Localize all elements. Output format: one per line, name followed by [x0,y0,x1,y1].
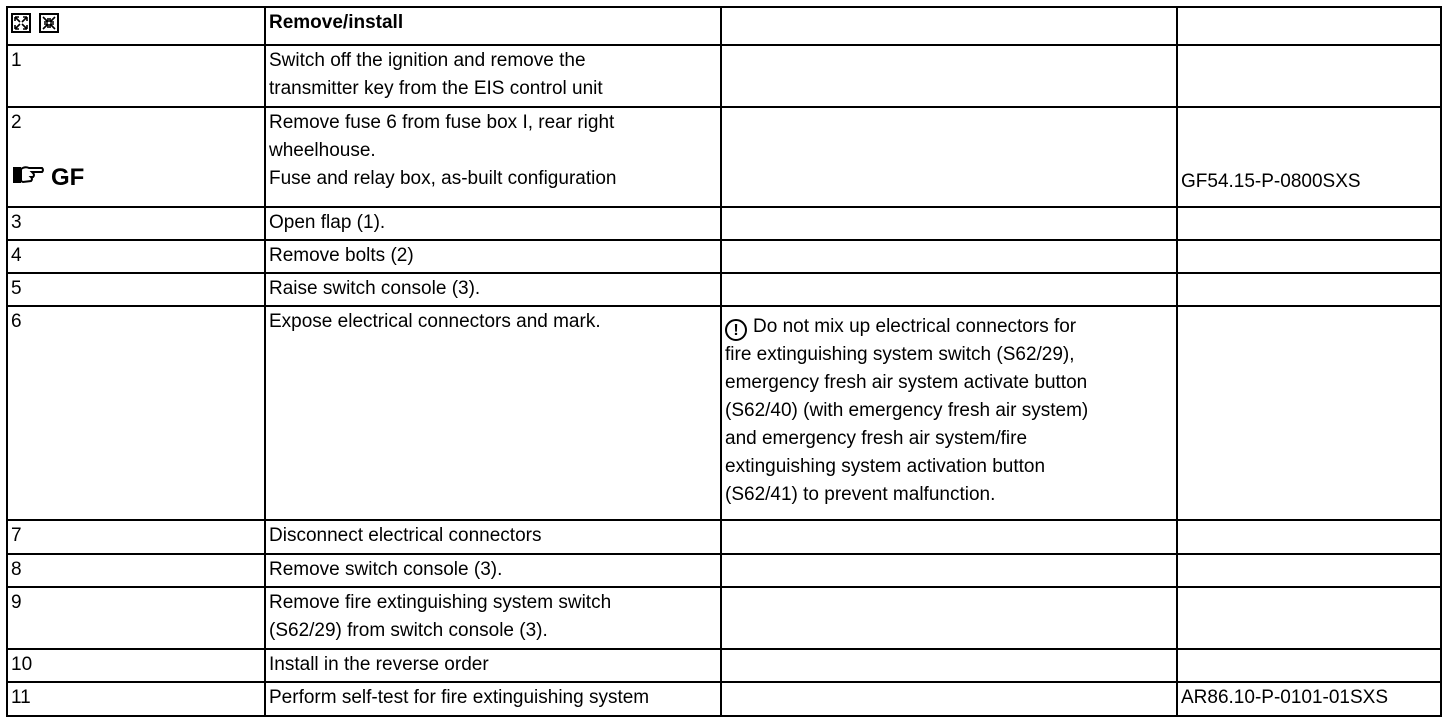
step-number: 5 [7,273,265,306]
table-row [7,306,1441,520]
step-number: 1 [7,45,265,107]
step-reference[interactable] [1177,520,1441,554]
table-row [7,682,1441,716]
table-row [7,207,1441,240]
step-note [721,520,1177,554]
step-instruction: Remove fire extinguishing system switch (S62/29) from switch console (3). [265,587,721,649]
step-reference[interactable] [1177,306,1441,520]
step-reference[interactable] [1177,207,1441,240]
step-number: 8 [7,554,265,587]
step-instruction: Disconnect electrical connectors [265,520,721,554]
step-note: Do not mix up electrical connectors for fire extinguishing system switch (S62/29), emergency fresh air system activate button (S62/40) (with emergency fresh air system) and emergency fresh air system/fire extinguishing system activation button (S62/41) to prevent malfunction. [725,316,1089,505]
step-number: 2 [11,112,22,133]
step-instruction: Raise switch console (3). [265,273,721,306]
caution-icon: ! [725,319,747,341]
header-empty-cell [721,7,1177,45]
step-number: 11 [7,682,265,716]
step-reference[interactable] [1177,649,1441,682]
step-instruction: Remove fuse 6 from fuse box I, rear right wheelhouse. Fuse and relay box, as-built configuration [265,107,721,207]
table-row [7,273,1441,306]
step-note [721,240,1177,273]
step-instruction: Open flap (1). [265,207,721,240]
step-reference[interactable]: AR86.10-P-0101-01SXS [1177,682,1441,716]
table-row [7,649,1441,682]
step-reference[interactable] [1177,273,1441,306]
gf-badge-label: GF [51,163,85,191]
step-number: 3 [7,207,265,240]
table-row [7,240,1441,273]
table-row [7,520,1441,554]
step-note [721,682,1177,716]
header-icons-cell [7,7,265,45]
step-note [721,45,1177,107]
step-reference[interactable] [1177,240,1441,273]
table-row [7,587,1441,649]
step-instruction: Remove bolts (2) [265,240,721,273]
step-reference[interactable] [1177,554,1441,587]
step-number: 6 [7,306,265,520]
step-number: 7 [7,520,265,554]
procedure-table [6,6,1442,717]
step-instruction: Install in the reverse order [265,649,721,682]
pointing-hand-icon [11,163,45,192]
step-instruction: Expose electrical connectors and mark. [265,306,721,520]
header-title: Remove/install [265,7,721,45]
table-row [7,45,1441,107]
step-note [721,107,1177,207]
step-instruction: Switch off the ignition and remove the transmitter key from the EIS control unit [265,45,721,107]
step-number-cell [7,107,265,207]
step-note [721,273,1177,306]
step-instruction: Perform self-test for fire extinguishing system [265,682,721,716]
step-note-cell [721,306,1177,520]
table-row [7,107,1441,207]
step-number: 4 [7,240,265,273]
step-note [721,554,1177,587]
step-instruction: Remove switch console (3). [265,554,721,587]
gf-reference-badge[interactable] [11,163,261,192]
step-reference[interactable] [1177,45,1441,107]
collapse-view-icon[interactable] [39,13,59,33]
step-number: 9 [7,587,265,649]
step-reference[interactable]: GF54.15-P-0800SXS [1177,107,1441,207]
step-note [721,207,1177,240]
table-row [7,554,1441,587]
header-empty-cell [1177,7,1441,45]
step-note [721,649,1177,682]
step-reference[interactable] [1177,587,1441,649]
expand-view-icon[interactable] [11,13,31,33]
step-number: 10 [7,649,265,682]
header-row [7,7,1441,45]
step-note [721,587,1177,649]
